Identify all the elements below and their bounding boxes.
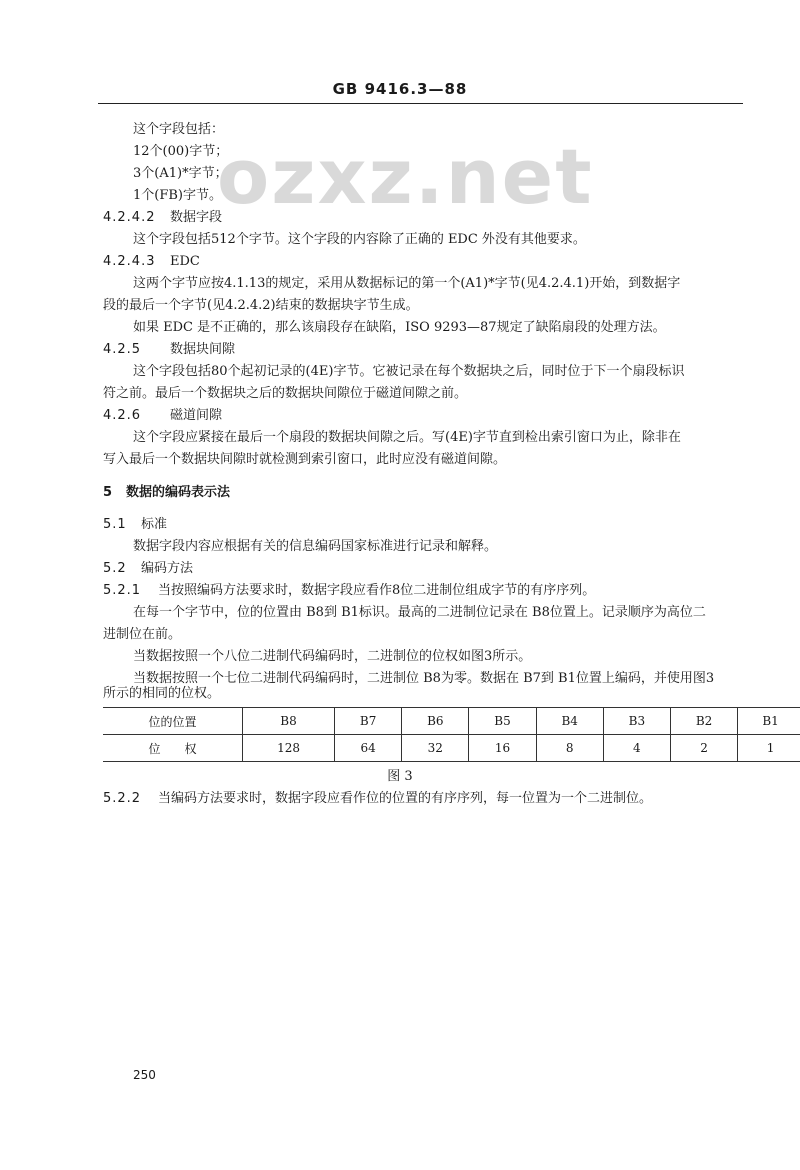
paragraph-line: 这个字段包括512个字节。这个字段的内容除了正确的 EDC 外没有其他要求。 (133, 232, 586, 247)
section-number: 5.2.2 (103, 791, 142, 806)
section-number: 5.1 (103, 517, 127, 532)
table-cell: B6 (402, 708, 469, 735)
table-cell: B3 (603, 708, 670, 735)
section-number: 4.2.4.3 (103, 254, 156, 269)
paragraph-line: 这个字段包括80个起初记录的(4E)字节。它被记录在每个数据块之后，同时位于下一个扇段标识 (133, 364, 685, 379)
paragraph-line: 3个(A1)*字节； (133, 166, 228, 181)
watermark: ozxz.net (217, 132, 594, 221)
paragraph-line: 当数据按照一个七位二进制代码编码时，二进制位 B8为零。数据在 B7到 B1位置上编码，并使用图3 (133, 671, 715, 686)
chapter-number: 5 (103, 485, 114, 500)
section-title: 磁道间隙 (170, 408, 223, 423)
section-number: 4.2.6 (103, 408, 142, 423)
table-cell: B8 (243, 708, 335, 735)
table-cell: 16 (469, 735, 536, 762)
running-header: GB 9416.3—88 (332, 80, 468, 98)
paragraph-line: 如果 EDC 是不正确的，那么该扇段存在缺陷，ISO 9293—87规定了缺陷扇段的处理方法。 (133, 320, 666, 335)
table-cell: B4 (536, 708, 603, 735)
paragraph-line: 当编码方法要求时，数据字段应看作位的位置的有序序列，每一位置为一个二进制位。 (158, 791, 653, 806)
table-cell: 位 权 (103, 735, 243, 762)
table-cell: 1 (738, 735, 800, 762)
paragraph-line: 当数据按照一个八位二进制代码编码时，二进制位的位权如图3所示。 (133, 649, 532, 664)
section-title: 数据字段 (170, 210, 223, 225)
paragraph-line: 1个(FB)字节。 (133, 188, 222, 203)
paragraph-line: 符之前。最后一个数据块之后的数据块间隙位于磁道间隙之前。 (103, 386, 468, 401)
page-number: 250 (133, 1068, 156, 1082)
paragraph-line: 这两个字节应按4.1.13的规定，采用从数据标记的第一个(A1)*字节(见4.2.4.1)开始，到数据字 (133, 276, 681, 291)
table-cell: 32 (402, 735, 469, 762)
paragraph-line: 所示的相同的位权。 (103, 686, 221, 701)
paragraph-line: 12个(00)字节； (133, 144, 229, 159)
table-cell: B2 (670, 708, 737, 735)
table-row (103, 735, 800, 762)
paragraph-line: 进制位在前。 (103, 627, 182, 642)
paragraph-line: 当按照编码方法要求时，数据字段应看作8位二进制位组成字节的有序序列。 (158, 583, 596, 598)
paragraph-line: 写入最后一个数据块间隙时就检测到索引窗口，此时应没有磁道间隙。 (103, 452, 507, 467)
table-cell: 位的位置 (103, 708, 243, 735)
figure-caption: 图 3 (387, 769, 413, 784)
section-title: 编码方法 (141, 561, 194, 576)
table-cell: 64 (335, 735, 402, 762)
bit-weight-table (103, 707, 800, 762)
chapter-title: 数据的编码表示法 (126, 485, 231, 500)
table-cell: B7 (335, 708, 402, 735)
table-row (103, 708, 800, 735)
table-cell: 4 (603, 735, 670, 762)
section-title: 标准 (141, 517, 168, 532)
section-title: EDC (170, 254, 200, 269)
header-rule (98, 103, 743, 104)
section-number: 5.2 (103, 561, 127, 576)
paragraph-line: 段的最后一个字节(见4.2.4.2)结束的数据块字节生成。 (103, 298, 419, 313)
table-cell: B5 (469, 708, 536, 735)
paragraph-line: 在每一个字节中，位的位置由 B8到 B1标识。最高的二进制位记录在 B8位置上。记录顺序为高位二 (133, 605, 706, 620)
section-number: 4.2.5 (103, 342, 142, 357)
table-cell: 128 (243, 735, 335, 762)
table-cell: B1 (738, 708, 800, 735)
table-cell: 8 (536, 735, 603, 762)
section-number: 5.2.1 (103, 583, 142, 598)
table-cell: 2 (670, 735, 737, 762)
paragraph-line: 这个字段应紧接在最后一个扇段的数据块间隙之后。写(4E)字节直到检出索引窗口为止，除非在 (133, 430, 681, 445)
paragraph-line: 数据字段内容应根据有关的信息编码国家标准进行记录和解释。 (133, 539, 498, 554)
paragraph-line: 这个字段包括： (133, 122, 225, 137)
section-title: 数据块间隙 (170, 342, 236, 357)
section-number: 4.2.4.2 (103, 210, 156, 225)
